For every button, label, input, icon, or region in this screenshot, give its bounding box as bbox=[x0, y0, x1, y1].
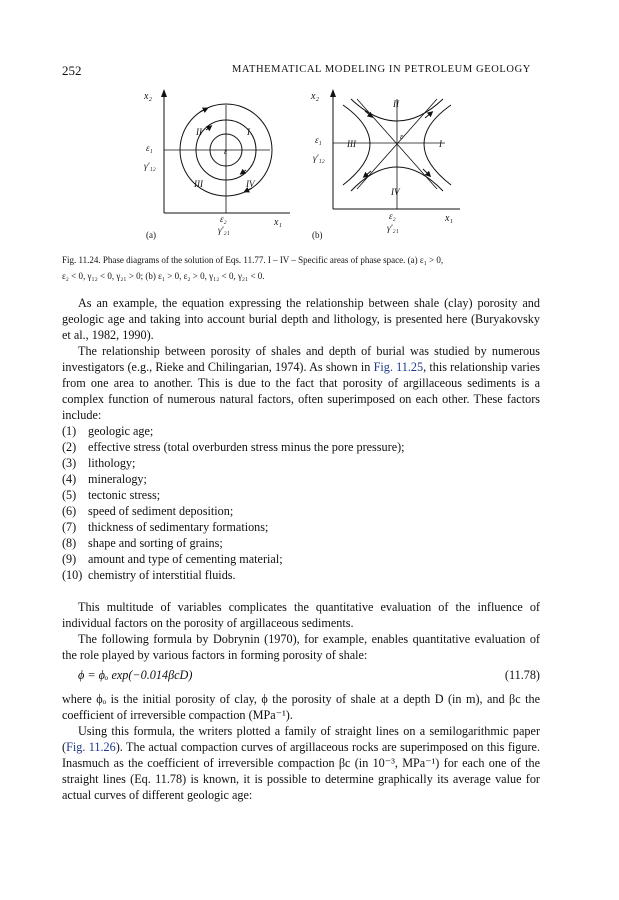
list-item-text: chemistry of interstitial fluids. bbox=[88, 568, 236, 582]
phase-diagram-b bbox=[305, 85, 470, 235]
list-item-number: (8) bbox=[62, 536, 77, 550]
region-label-b-epsilon: ε bbox=[400, 132, 404, 141]
paragraph-1: As an example, the equation expressing the relationship between shale (clay) porosity and geologic age and taking into account burial depth and lithology, is presented here (Buryakovsky et al., 1982, 1990). bbox=[62, 296, 540, 342]
axis-x-label-a: x₁ bbox=[274, 217, 282, 228]
axis-y-label-b: x₂ bbox=[311, 91, 319, 102]
region-label-a-epsilon: ε bbox=[224, 147, 228, 156]
region-label-b-III: III bbox=[347, 139, 356, 149]
list-item bbox=[62, 567, 540, 583]
paragraph-4: The following formula by Dobrynin (1970), for example, enables quantitative evaluation of the role played by various factors in forming porosity of shale: bbox=[62, 632, 540, 662]
list-item-text: amount and type of cementing material; bbox=[88, 552, 283, 566]
list-item-number: (7) bbox=[62, 520, 77, 534]
list-item bbox=[62, 487, 540, 503]
list-item-number: (10) bbox=[62, 568, 83, 582]
page-number: 252 bbox=[62, 63, 82, 78]
region-label-a-I: I bbox=[247, 127, 250, 137]
figure-caption bbox=[62, 252, 562, 284]
list-item-text: thickness of sedimentary formations; bbox=[88, 520, 269, 534]
list-item bbox=[62, 519, 540, 535]
list-item bbox=[62, 471, 540, 487]
paragraph-2-text-b: , this relationship varies from one area to another. This is due to the fact that porosity of argillaceous sediments is a complex function of numerous natural factors, often superimposed on each other. These factors include: bbox=[62, 360, 541, 422]
region-label-b-I: I bbox=[439, 139, 442, 149]
list-item-number: (5) bbox=[62, 488, 77, 502]
list-item-number: (4) bbox=[62, 472, 77, 486]
equation-number: (11.78) bbox=[504, 668, 540, 682]
list-item-text: shape and sorting of grains; bbox=[88, 536, 223, 550]
region-label-b-II: II bbox=[393, 99, 399, 109]
left-label-a-1: ε₁ bbox=[146, 143, 153, 153]
list-item-text: mineralogy; bbox=[88, 472, 147, 486]
region-label-b-IV: IV bbox=[391, 187, 400, 197]
panel-label-b: (b) bbox=[312, 230, 323, 240]
figure-link-11-26[interactable]: Fig. 11.26 bbox=[66, 740, 116, 754]
bottom-label-b-1: ε₂ bbox=[389, 211, 396, 221]
list-item-number: (1) bbox=[62, 424, 77, 438]
paragraph-5: where ϕₒ is the initial porosity of clay, ϕ the porosity of shale at a depth D (in m), and βc the coefficient of irreversible compaction (MPa⁻¹). bbox=[62, 692, 540, 722]
running-title: MATHEMATICAL MODELING IN PETROLEUM GEOLOGY bbox=[232, 64, 531, 75]
list-item bbox=[62, 551, 540, 567]
factor-list bbox=[62, 423, 540, 583]
panel-label-a: (a) bbox=[146, 230, 156, 240]
axis-x-label-b: x₁ bbox=[445, 213, 453, 224]
paragraph-6 bbox=[62, 723, 540, 803]
paragraph-3: This multitude of variables complicates the quantitative evaluation of the influence of individual factors on the porosity of argillaceous sediments. bbox=[62, 600, 540, 630]
trajectory-right bbox=[424, 105, 451, 185]
list-item-text: effective stress (total overburden stress minus the pore pressure); bbox=[88, 440, 405, 454]
caption-line-1: Phase diagrams of the solution of Eqs. 11.77. I – IV – Specific areas of phase space. (a) ε₁ > 0, bbox=[102, 255, 444, 265]
left-label-b-1: ε₁ bbox=[315, 135, 322, 145]
figure-link-11-25[interactable]: Fig. 11.25 bbox=[373, 360, 424, 374]
list-item-number: (2) bbox=[62, 440, 77, 454]
bottom-label-a-1: ε₂ bbox=[220, 214, 227, 224]
paragraph-2-text-a: The relationship between porosity of shales and depth of burial was studied by numerous investigators (e.g., Rieke and Chilingarian, 1974). As shown in bbox=[62, 344, 540, 374]
caption-line-2: ε₂ < 0, γ₁₂ < 0, γ₂₁ > 0; (b) ε₁ > 0, ε₂ > 0, γ₁₂ < 0, γ₂₁ < 0. bbox=[62, 271, 265, 281]
list-item bbox=[62, 423, 540, 439]
paragraph-2 bbox=[62, 343, 540, 423]
left-label-a-2: γ'₁₂ bbox=[144, 161, 156, 171]
region-label-a-III: III bbox=[194, 179, 203, 189]
list-item bbox=[62, 503, 540, 519]
region-label-a-II: II bbox=[196, 127, 202, 137]
list-item-text: lithology; bbox=[88, 456, 136, 470]
phase-diagram-a bbox=[140, 85, 300, 235]
list-item bbox=[62, 455, 540, 471]
caption-prefix: Fig. 11.24. bbox=[62, 255, 103, 265]
list-item-number: (3) bbox=[62, 456, 77, 470]
list-item-number: (6) bbox=[62, 504, 77, 518]
axis-y-label-a: x₂ bbox=[144, 91, 152, 102]
list-item-text: speed of sediment deposition; bbox=[88, 504, 234, 518]
paragraph-6-text-a: Using this formula, the writers plotted a family of straight lines on a semilogarithmic paper ( bbox=[62, 724, 540, 754]
paragraph-6-text-b: ). The actual compaction curves of argillaceous rocks are superimposed on this figure. Inasmuch as the coefficient of irreversible compaction βc (in 10⁻³, MPa⁻¹) for each one of the straight lines (Eq. 11.78) is known, it is possible to determine graphically its average value for actual curves of different geologic age: bbox=[62, 740, 540, 802]
list-item-number: (9) bbox=[62, 552, 77, 566]
list-item-text: tectonic stress; bbox=[88, 488, 161, 502]
equation-text: ϕ = ϕₒ exp(−0.014βcD) bbox=[78, 668, 193, 682]
list-item bbox=[62, 439, 540, 455]
list-item bbox=[62, 535, 540, 551]
left-label-b-2: γ'₁₂ bbox=[313, 153, 325, 163]
bottom-label-a-2: γ'₂₁ bbox=[218, 225, 230, 235]
list-item-text: geologic age; bbox=[88, 424, 154, 438]
bottom-label-b-2: γ'₂₁ bbox=[387, 223, 399, 233]
region-label-a-IV: IV bbox=[246, 179, 255, 189]
